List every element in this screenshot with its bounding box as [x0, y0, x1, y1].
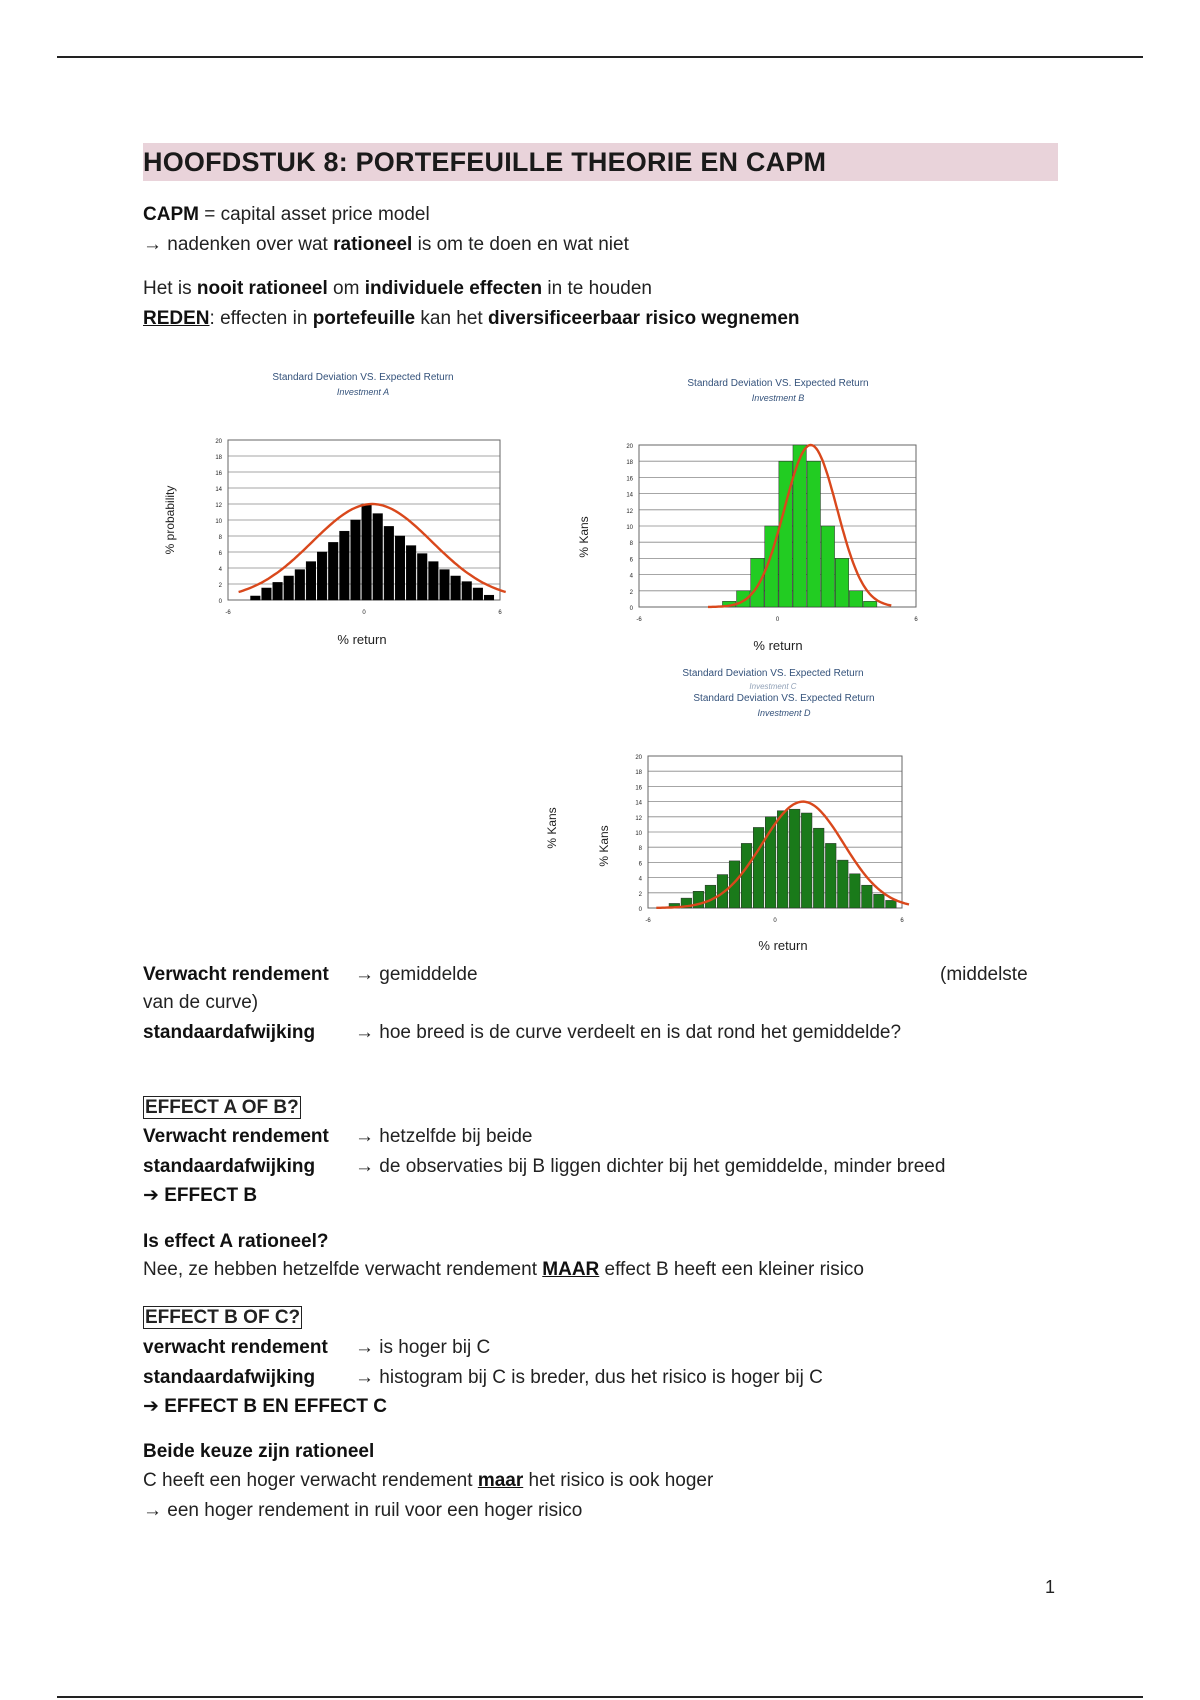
chart-a-xlabel: % return: [337, 632, 387, 647]
chart-d-bar: [850, 874, 861, 908]
top-rule: [57, 56, 1143, 58]
chart-d-bar: [753, 827, 764, 908]
chart-d-bar: [705, 885, 716, 908]
chart-a-bar: [384, 526, 394, 600]
chart-d-ytick: 14: [635, 800, 642, 807]
chart-d-ytick: 10: [635, 831, 642, 837]
chart-b-bar: [751, 558, 764, 607]
chart-a-bar: [373, 514, 383, 600]
ab-std-value: → de observaties bij B liggen dichter bij het gemiddelde, minder breed: [355, 1156, 946, 1177]
arrow-icon: →: [355, 1126, 374, 1147]
chart-a-bar: [306, 562, 316, 600]
chart-b-ytick: 6: [629, 557, 633, 564]
chart-d-bar: [874, 894, 885, 908]
bottom-rule: [57, 1696, 1143, 1698]
chart-a-ytick: 14: [215, 487, 222, 493]
capm-explanation: → nadenken over wat rationeel is om te doen en wat niet: [143, 234, 629, 255]
chart-a-bar: [473, 588, 483, 600]
chart-b-subtitle: Investment B: [751, 393, 805, 403]
chart-a-ytick: 16: [215, 471, 222, 477]
chart-a-ytick: 4: [218, 567, 222, 573]
verwacht-row-tail: (middelste: [940, 964, 1028, 985]
ab-verwacht-value: → hetzelfde bij beide: [355, 1126, 533, 1147]
bc-last: → een hoger rendement in ruil voor een hoger risico: [143, 1500, 583, 1521]
bc-answer: C heeft een hoger verwacht rendement maar het risico is ook hoger: [143, 1470, 714, 1491]
chart-investment-a: [150, 360, 530, 660]
ab-verwacht-label: Verwacht rendement: [143, 1126, 329, 1147]
chart-d-subtitle: Investment D: [757, 708, 811, 718]
chart-d-bar: [862, 885, 873, 908]
chart-a-bar: [395, 536, 405, 600]
chart-a-ytick: 6: [218, 551, 222, 557]
chart-investment-d: [540, 660, 930, 960]
chart-a-bar: [328, 542, 338, 600]
bc-std-value: → histogram bij C is breder, dus het risico is hoger bij C: [355, 1367, 823, 1388]
rationale-statement: Het is nooit rationeel om individuele effecten in te houden: [143, 278, 652, 299]
chart-a-bar: [429, 562, 439, 600]
chart-a-xtick: -6: [225, 610, 231, 616]
bold-arrow-icon: ➔: [143, 1396, 159, 1417]
arrow-icon: →: [355, 1367, 374, 1388]
chart-a-bar: [484, 595, 494, 600]
chart-b-xlabel: % return: [753, 638, 803, 653]
ab-answer: Nee, ze hebben hetzelfde verwacht rendement MAAR effect B heeft een kleiner risico: [143, 1259, 865, 1280]
chart-d-bar: [789, 809, 800, 908]
chart-d-bar: [837, 860, 848, 908]
chart-d-ytick: 6: [638, 861, 642, 868]
chart-a-ytick: 18: [215, 455, 222, 461]
effect-bc-heading: EFFECT B OF C?: [145, 1307, 301, 1328]
chart-d-bar: [741, 843, 752, 908]
chart-d-bar: [777, 811, 788, 908]
chart-a-title: Standard Deviation VS. Expected Return: [272, 372, 454, 383]
chart-a-ytick: 2: [218, 583, 222, 589]
arrow-icon: →: [355, 1022, 374, 1043]
chart-a-bar: [295, 570, 305, 600]
arrow-icon: →: [355, 1337, 374, 1358]
chart-a-bar: [362, 504, 372, 600]
bc-std-label: standaardafwijking: [143, 1367, 316, 1388]
chart-d-ytick: 16: [635, 785, 642, 792]
chart-a-fit-curve: [239, 504, 506, 592]
chart-b-ytick: 20: [626, 444, 633, 450]
chart-b-ytick: 8: [629, 541, 633, 548]
chart-d-bar: [825, 843, 836, 908]
chart-d-ytick: 18: [635, 770, 642, 777]
chart-a-bar: [451, 576, 461, 600]
page-title: HOOFDSTUK 8: PORTEFEUILLE THEORIE EN CAPM: [143, 147, 827, 177]
chart-a-ytick: 20: [215, 439, 222, 445]
bc-question: Beide keuze zijn rationeel: [143, 1441, 375, 1462]
chart-c-subtitle: Investment C: [749, 682, 797, 691]
chart-c-ylabel: % Kans: [545, 807, 559, 849]
chart-d-ylabel: % Kans: [597, 825, 611, 867]
chart-d-ytick: 4: [638, 876, 642, 883]
chart-a-ytick: 8: [218, 535, 222, 541]
chart-b-ytick: 16: [626, 476, 633, 483]
chart-b-bar: [821, 526, 834, 607]
chart-a-ytick: 10: [215, 519, 222, 525]
chart-d-xtick: 6: [900, 918, 904, 924]
bc-verwacht-value: → is hoger bij C: [355, 1337, 491, 1358]
chart-d-xtick: 0: [773, 918, 777, 924]
chart-a-bar: [284, 576, 294, 600]
chart-b-bar: [863, 601, 876, 607]
chart-a-ylabel: % probability: [163, 485, 177, 555]
chart-d-ytick: 12: [635, 815, 642, 822]
verwacht-row-cont: van de curve): [143, 992, 259, 1013]
chart-d-ytick: 8: [638, 846, 642, 853]
std-row-value: → hoe breed is de curve verdeelt en is dat rond het gemiddelde?: [355, 1022, 902, 1043]
chart-a-bar: [273, 582, 283, 600]
chart-b-ytick: 12: [626, 508, 633, 515]
chart-d-title: Standard Deviation VS. Expected Return: [693, 693, 875, 704]
chart-b-xtick: -6: [636, 617, 642, 623]
chart-d-bar: [801, 813, 812, 908]
arrow-icon: →: [143, 234, 162, 255]
chart-a-bar: [251, 596, 261, 600]
arrow-icon: →: [355, 1156, 374, 1177]
arrow-icon: →: [143, 1500, 162, 1521]
chart-a-bar: [417, 554, 427, 600]
chart-d-xlabel: % return: [758, 938, 808, 953]
chart-a-xtick: 0: [362, 610, 366, 616]
chart-d-ytick: 2: [638, 891, 642, 898]
ab-conclusion: ➔ EFFECT B: [143, 1185, 258, 1206]
chart-a-bar: [440, 570, 450, 600]
chart-b-bar: [807, 461, 820, 607]
arrow-icon: →: [355, 964, 374, 985]
chart-b-xtick: 6: [914, 617, 918, 623]
chart-a-bar: [351, 520, 361, 600]
chart-a-bar: [406, 546, 416, 600]
chart-b-ytick: 14: [626, 492, 633, 499]
chart-a-ytick: 0: [218, 599, 222, 605]
chart-a-subtitle: Investment A: [336, 387, 390, 397]
bold-arrow-icon: ➔: [143, 1185, 159, 1206]
chart-d-ytick: 20: [635, 755, 642, 761]
chart-a-xtick: 6: [498, 610, 502, 616]
reason-statement: REDEN: effecten in portefeuille kan het diversificeerbaar risico wegnemen: [143, 308, 800, 329]
chart-a-ytick: 12: [215, 503, 222, 509]
chart-b-ytick: 18: [626, 460, 633, 467]
verwacht-row-value: → gemiddelde: [355, 964, 478, 985]
chart-a-bar: [262, 588, 272, 600]
chart-c-title: Standard Deviation VS. Expected Return: [682, 668, 864, 679]
verwacht-row-label: Verwacht rendement: [143, 964, 329, 985]
bc-verwacht-label: verwacht rendement: [143, 1337, 328, 1358]
bc-conclusion: ➔ EFFECT B EN EFFECT C: [143, 1396, 387, 1417]
std-row-label: standaardafwijking: [143, 1022, 316, 1043]
chart-investment-b: [570, 365, 930, 665]
chart-b-bar: [849, 591, 862, 607]
chart-d-bar: [886, 900, 897, 908]
chart-a-bar: [340, 531, 350, 600]
chart-b-title: Standard Deviation VS. Expected Return: [687, 378, 869, 389]
capm-definition: CAPM = capital asset price model: [143, 204, 430, 225]
chart-b-ytick: 0: [629, 606, 633, 612]
chart-b-ytick: 10: [626, 525, 633, 531]
chart-a-bar: [462, 582, 472, 600]
chart-b-ylabel: % Kans: [577, 516, 591, 558]
chart-d-ytick: 0: [638, 907, 642, 913]
chart-d-xtick: -6: [645, 918, 651, 924]
effect-ab-heading: EFFECT A OF B?: [145, 1097, 299, 1118]
ab-question: Is effect A rationeel?: [143, 1231, 329, 1252]
page-number: 1: [1045, 1577, 1056, 1597]
ab-std-label: standaardafwijking: [143, 1156, 316, 1177]
chart-b-bar: [835, 558, 848, 607]
chart-b-ytick: 2: [629, 589, 633, 596]
chart-a-bar: [317, 552, 327, 600]
chart-b-ytick: 4: [629, 573, 633, 580]
chart-b-xtick: 0: [775, 617, 780, 623]
chart-d-bar: [813, 828, 824, 908]
